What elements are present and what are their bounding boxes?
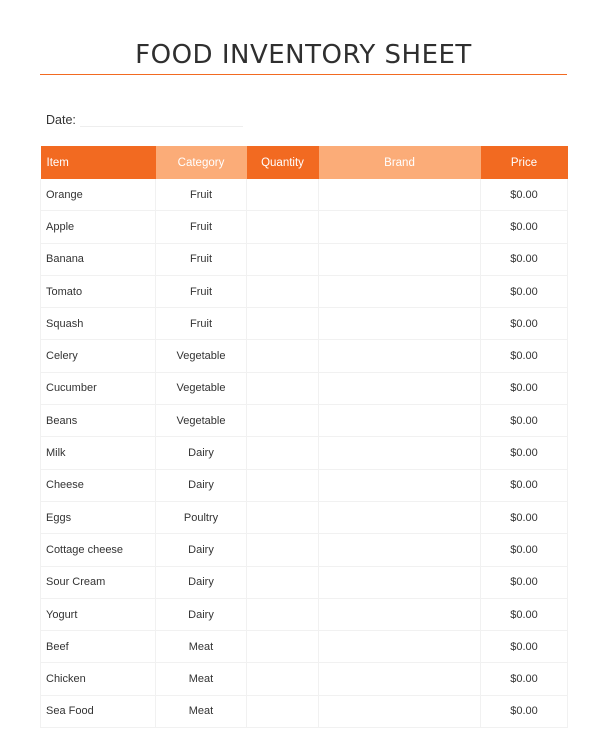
cell-quantity[interactable] — [247, 437, 319, 469]
cell-price: $0.00 — [481, 243, 568, 275]
cell-quantity[interactable] — [247, 469, 319, 501]
cell-item: Sour Cream — [41, 566, 156, 598]
cell-quantity[interactable] — [247, 211, 319, 243]
cell-brand[interactable] — [319, 566, 481, 598]
cell-brand[interactable] — [319, 179, 481, 211]
inventory-table — [40, 146, 568, 728]
cell-brand[interactable] — [319, 663, 481, 695]
cell-price: $0.00 — [481, 631, 568, 663]
cell-quantity[interactable] — [247, 534, 319, 566]
title-divider — [40, 74, 567, 75]
table-row — [41, 340, 568, 372]
cell-quantity[interactable] — [247, 340, 319, 372]
cell-brand[interactable] — [319, 211, 481, 243]
column-header-brand: Brand — [319, 146, 481, 179]
date-label: Date: — [46, 113, 76, 127]
cell-price: $0.00 — [481, 566, 568, 598]
table-row — [41, 566, 568, 598]
cell-price: $0.00 — [481, 372, 568, 404]
table-row — [41, 179, 568, 211]
cell-price: $0.00 — [481, 405, 568, 437]
table-body — [41, 179, 568, 728]
cell-category: Fruit — [156, 308, 247, 340]
cell-category: Meat — [156, 631, 247, 663]
table-row — [41, 631, 568, 663]
cell-brand[interactable] — [319, 631, 481, 663]
table-row — [41, 243, 568, 275]
table-row — [41, 501, 568, 533]
table-row — [41, 534, 568, 566]
cell-category: Vegetable — [156, 405, 247, 437]
cell-quantity[interactable] — [247, 501, 319, 533]
cell-brand[interactable] — [319, 534, 481, 566]
cell-price: $0.00 — [481, 211, 568, 243]
cell-quantity[interactable] — [247, 631, 319, 663]
cell-quantity[interactable] — [247, 566, 319, 598]
cell-quantity[interactable] — [247, 372, 319, 404]
cell-item: Celery — [41, 340, 156, 372]
cell-category: Vegetable — [156, 372, 247, 404]
date-field[interactable] — [80, 112, 243, 127]
column-header-quantity: Quantity — [247, 146, 319, 179]
cell-category: Dairy — [156, 469, 247, 501]
cell-category: Meat — [156, 695, 247, 727]
cell-price: $0.00 — [481, 469, 568, 501]
cell-quantity[interactable] — [247, 179, 319, 211]
cell-quantity[interactable] — [247, 695, 319, 727]
table-row — [41, 372, 568, 404]
table-row — [41, 405, 568, 437]
date-row — [46, 112, 243, 127]
cell-item: Cucumber — [41, 372, 156, 404]
cell-item: Cheese — [41, 469, 156, 501]
cell-quantity[interactable] — [247, 275, 319, 307]
cell-category: Meat — [156, 663, 247, 695]
table-row — [41, 663, 568, 695]
cell-price: $0.00 — [481, 275, 568, 307]
cell-category: Dairy — [156, 566, 247, 598]
cell-item: Beef — [41, 631, 156, 663]
cell-item: Orange — [41, 179, 156, 211]
table-row — [41, 695, 568, 727]
cell-item: Banana — [41, 243, 156, 275]
table-row — [41, 275, 568, 307]
cell-item: Milk — [41, 437, 156, 469]
column-header-price: Price — [481, 146, 568, 179]
cell-brand[interactable] — [319, 340, 481, 372]
cell-price: $0.00 — [481, 179, 568, 211]
cell-brand[interactable] — [319, 243, 481, 275]
cell-category: Fruit — [156, 211, 247, 243]
table-row — [41, 437, 568, 469]
cell-price: $0.00 — [481, 534, 568, 566]
cell-price: $0.00 — [481, 308, 568, 340]
cell-category: Dairy — [156, 534, 247, 566]
cell-category: Vegetable — [156, 340, 247, 372]
table-row — [41, 469, 568, 501]
cell-brand[interactable] — [319, 598, 481, 630]
cell-price: $0.00 — [481, 340, 568, 372]
cell-brand[interactable] — [319, 437, 481, 469]
cell-category: Dairy — [156, 598, 247, 630]
cell-item: Tomato — [41, 275, 156, 307]
cell-item: Cottage cheese — [41, 534, 156, 566]
cell-item: Yogurt — [41, 598, 156, 630]
table-header-row — [41, 146, 568, 179]
cell-item: Chicken — [41, 663, 156, 695]
cell-item: Apple — [41, 211, 156, 243]
cell-category: Fruit — [156, 243, 247, 275]
cell-price: $0.00 — [481, 501, 568, 533]
cell-quantity[interactable] — [247, 243, 319, 275]
cell-category: Poultry — [156, 501, 247, 533]
table-row — [41, 211, 568, 243]
cell-brand[interactable] — [319, 695, 481, 727]
cell-price: $0.00 — [481, 437, 568, 469]
cell-item: Sea Food — [41, 695, 156, 727]
cell-item: Eggs — [41, 501, 156, 533]
table-row — [41, 598, 568, 630]
cell-price: $0.00 — [481, 598, 568, 630]
cell-category: Fruit — [156, 179, 247, 211]
cell-category: Fruit — [156, 275, 247, 307]
cell-price: $0.00 — [481, 695, 568, 727]
cell-quantity[interactable] — [247, 308, 319, 340]
column-header-category: Category — [156, 146, 247, 179]
cell-quantity[interactable] — [247, 405, 319, 437]
cell-brand[interactable] — [319, 372, 481, 404]
table-row — [41, 308, 568, 340]
cell-brand[interactable] — [319, 501, 481, 533]
cell-brand[interactable] — [319, 405, 481, 437]
cell-brand[interactable] — [319, 275, 481, 307]
page-title: FOOD INVENTORY SHEET — [135, 40, 472, 70]
cell-quantity[interactable] — [247, 598, 319, 630]
cell-category: Dairy — [156, 437, 247, 469]
cell-item: Beans — [41, 405, 156, 437]
column-header-item: Item — [41, 146, 156, 179]
cell-item: Squash — [41, 308, 156, 340]
cell-price: $0.00 — [481, 663, 568, 695]
cell-brand[interactable] — [319, 308, 481, 340]
cell-brand[interactable] — [319, 469, 481, 501]
cell-quantity[interactable] — [247, 663, 319, 695]
